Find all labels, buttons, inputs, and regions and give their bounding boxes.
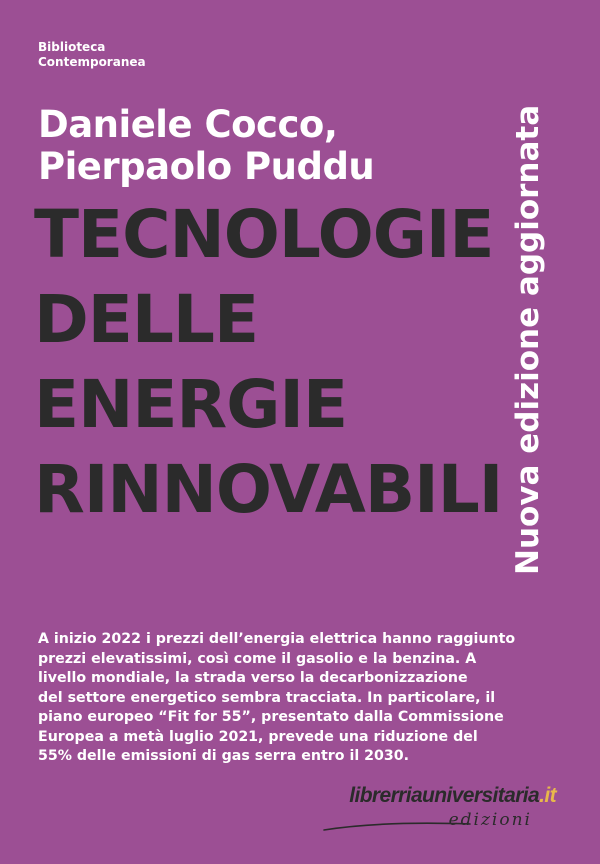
- author-1: Daniele Cocco,: [38, 103, 338, 146]
- series-name: [38, 40, 146, 70]
- publisher-logo: [318, 784, 568, 840]
- publisher-wordmark: [349, 784, 556, 808]
- publisher-suffix: .it: [539, 784, 556, 807]
- blurb-line: piano europeo “Fit for 55”, presentato dalla Commissione: [38, 709, 504, 725]
- blurb-line: del settore energetico sembra tracciata. In particolare, il: [38, 689, 496, 706]
- blurb-line: livello mondiale, la strada verso la decarbonizzazione: [38, 670, 468, 686]
- blurb-line: A inizio 2022 i prezzi dell’energia elettrica hanno raggiunto: [38, 631, 516, 647]
- title-line-1: TECNOLOGIE: [34, 196, 494, 273]
- series-line-1: Biblioteca: [38, 40, 106, 54]
- authors: [38, 104, 374, 188]
- book-title: [34, 192, 502, 532]
- publisher-imprint: edizioni: [448, 810, 532, 830]
- author-2: Pierpaolo Puddu: [38, 145, 375, 188]
- series-line-2: Contemporanea: [38, 55, 146, 69]
- blurb-line: 55% delle emissioni di gas serra entro il 2030.: [38, 748, 410, 764]
- publisher-name: librerriauniversitaria: [349, 784, 540, 807]
- blurb-line: Europea a metà luglio 2021, prevede una riduzione del: [38, 728, 478, 745]
- blurb-line: prezzi elevatissimi, così come il gasolio e la benzina. A: [38, 650, 477, 667]
- title-line-3: ENERGIE: [34, 366, 348, 443]
- title-line-4: RINNOVABILI: [34, 451, 503, 528]
- edition-note: Nuova edizione aggiornata: [510, 104, 546, 575]
- title-line-2: DELLE: [34, 281, 259, 358]
- cover-blurb: [38, 630, 578, 767]
